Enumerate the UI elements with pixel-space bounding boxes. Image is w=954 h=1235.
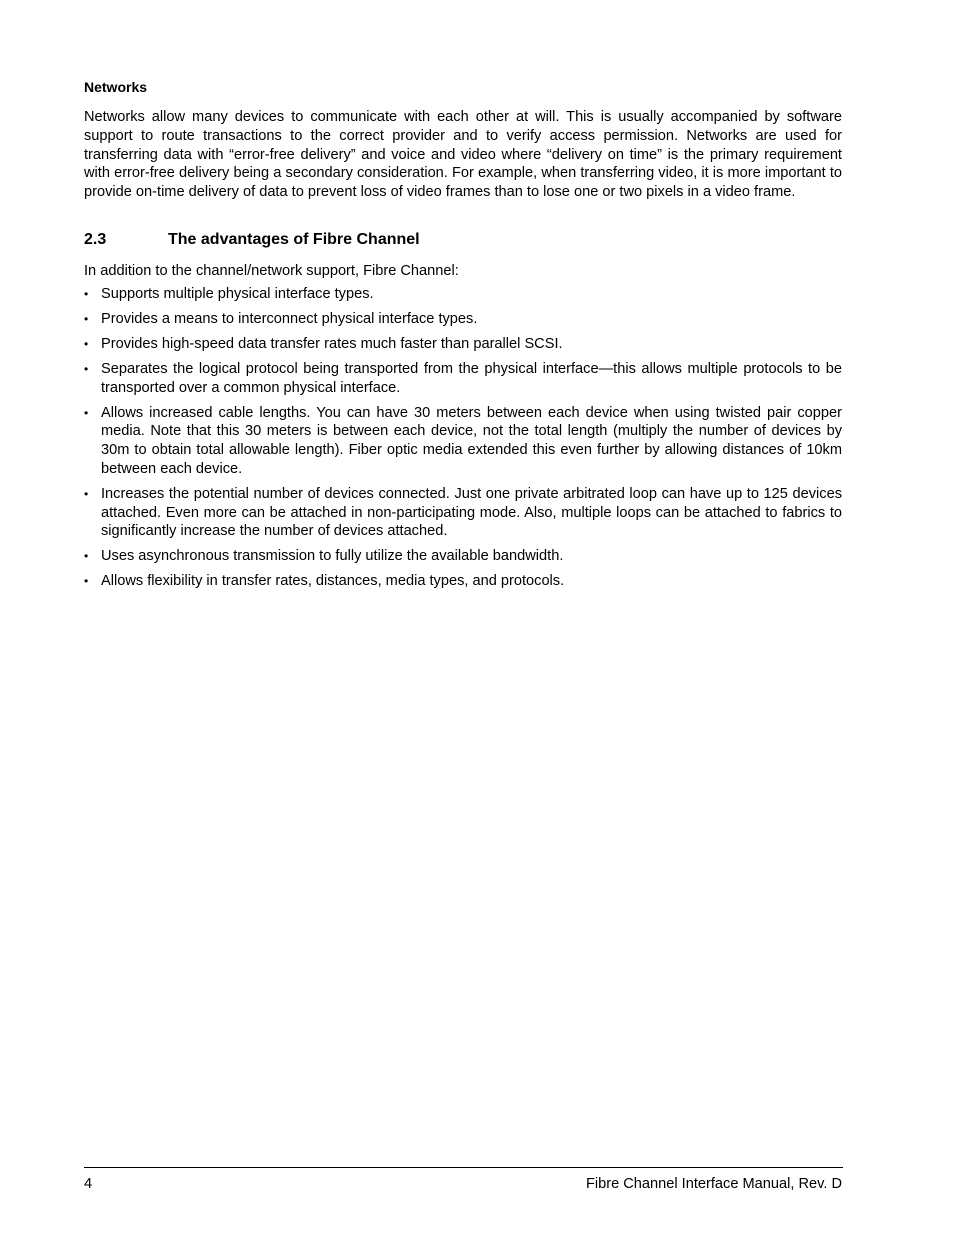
section-intro: In addition to the channel/network support, Fibre Channel: xyxy=(84,262,459,279)
list-item-text: Allows increased cable lengths. You can have 30 meters between each device when using twisted pair copper media. Note that this 30 meters is between each device, not the total length (multiply the number of devices by 30m to obtain total allowable length). Fiber optic media extended this even further by allowing distances of 10km between each device. xyxy=(101,404,842,477)
page-number: 4 xyxy=(84,1176,93,1192)
list-item xyxy=(84,404,842,479)
list-item xyxy=(84,335,842,354)
bullet-icon: • xyxy=(84,336,89,351)
list-item xyxy=(84,285,842,304)
bullet-icon: • xyxy=(84,549,89,564)
bullet-icon: • xyxy=(84,486,89,501)
page-footer xyxy=(84,1175,842,1194)
bullet-icon: • xyxy=(84,574,89,589)
list-item xyxy=(84,485,842,541)
list-item-text: Allows flexibility in transfer rates, distances, media types, and protocols. xyxy=(101,573,565,590)
list-item-text: Supports multiple physical interface types. xyxy=(101,285,374,302)
bullet-icon: • xyxy=(84,286,89,301)
list-item-text: Uses asynchronous transmission to fully utilize the available bandwidth. xyxy=(101,548,564,565)
page-content xyxy=(84,78,842,597)
section-heading xyxy=(84,230,842,250)
list-item-text: Increases the potential number of devices connected. Just one private arbitrated loop can have up to 125 devices attached. Even more can be attached in non-participating mode. Also, multiple loops can be attached to fabrics to significantly increase the number of devices attached. xyxy=(101,485,842,540)
networks-paragraph: Networks allow many devices to communicate with each other at will. This is usually accompanied by software support to route transactions to the correct provider and to verify access permission. Networks are used for transferring data with “error-free delivery” and voice and video where “delivery on time” is the primary requirement with error-free delivery being a secondary consideration. For example, when transferring video, it is more important to provide on-time delivery of data to prevent loss of video frames than to lose one or two pixels in a video frame. xyxy=(84,109,842,201)
bullet-icon: • xyxy=(84,361,89,376)
list-item xyxy=(84,547,842,566)
bullet-icon: • xyxy=(84,405,89,420)
list-item-text: Provides high-speed data transfer rates much faster than parallel SCSI. xyxy=(101,335,563,352)
bullet-icon: • xyxy=(84,311,89,326)
list-item xyxy=(84,360,842,398)
list-item xyxy=(84,572,842,591)
list-item-text: Separates the logical protocol being transported from the physical interface—this allows multiple protocols to be transported over a common physical interface. xyxy=(101,360,842,396)
list-item-text: Provides a means to interconnect physical interface types. xyxy=(101,310,478,327)
advantages-list xyxy=(84,285,842,591)
document-title: Fibre Channel Interface Manual, Rev. D xyxy=(585,1176,842,1192)
list-item xyxy=(84,310,842,329)
footer-divider xyxy=(84,1167,843,1168)
section-number: 2.3 xyxy=(84,230,107,248)
networks-heading: Networks xyxy=(84,79,148,95)
section-title: The advantages of Fibre Channel xyxy=(168,230,420,248)
